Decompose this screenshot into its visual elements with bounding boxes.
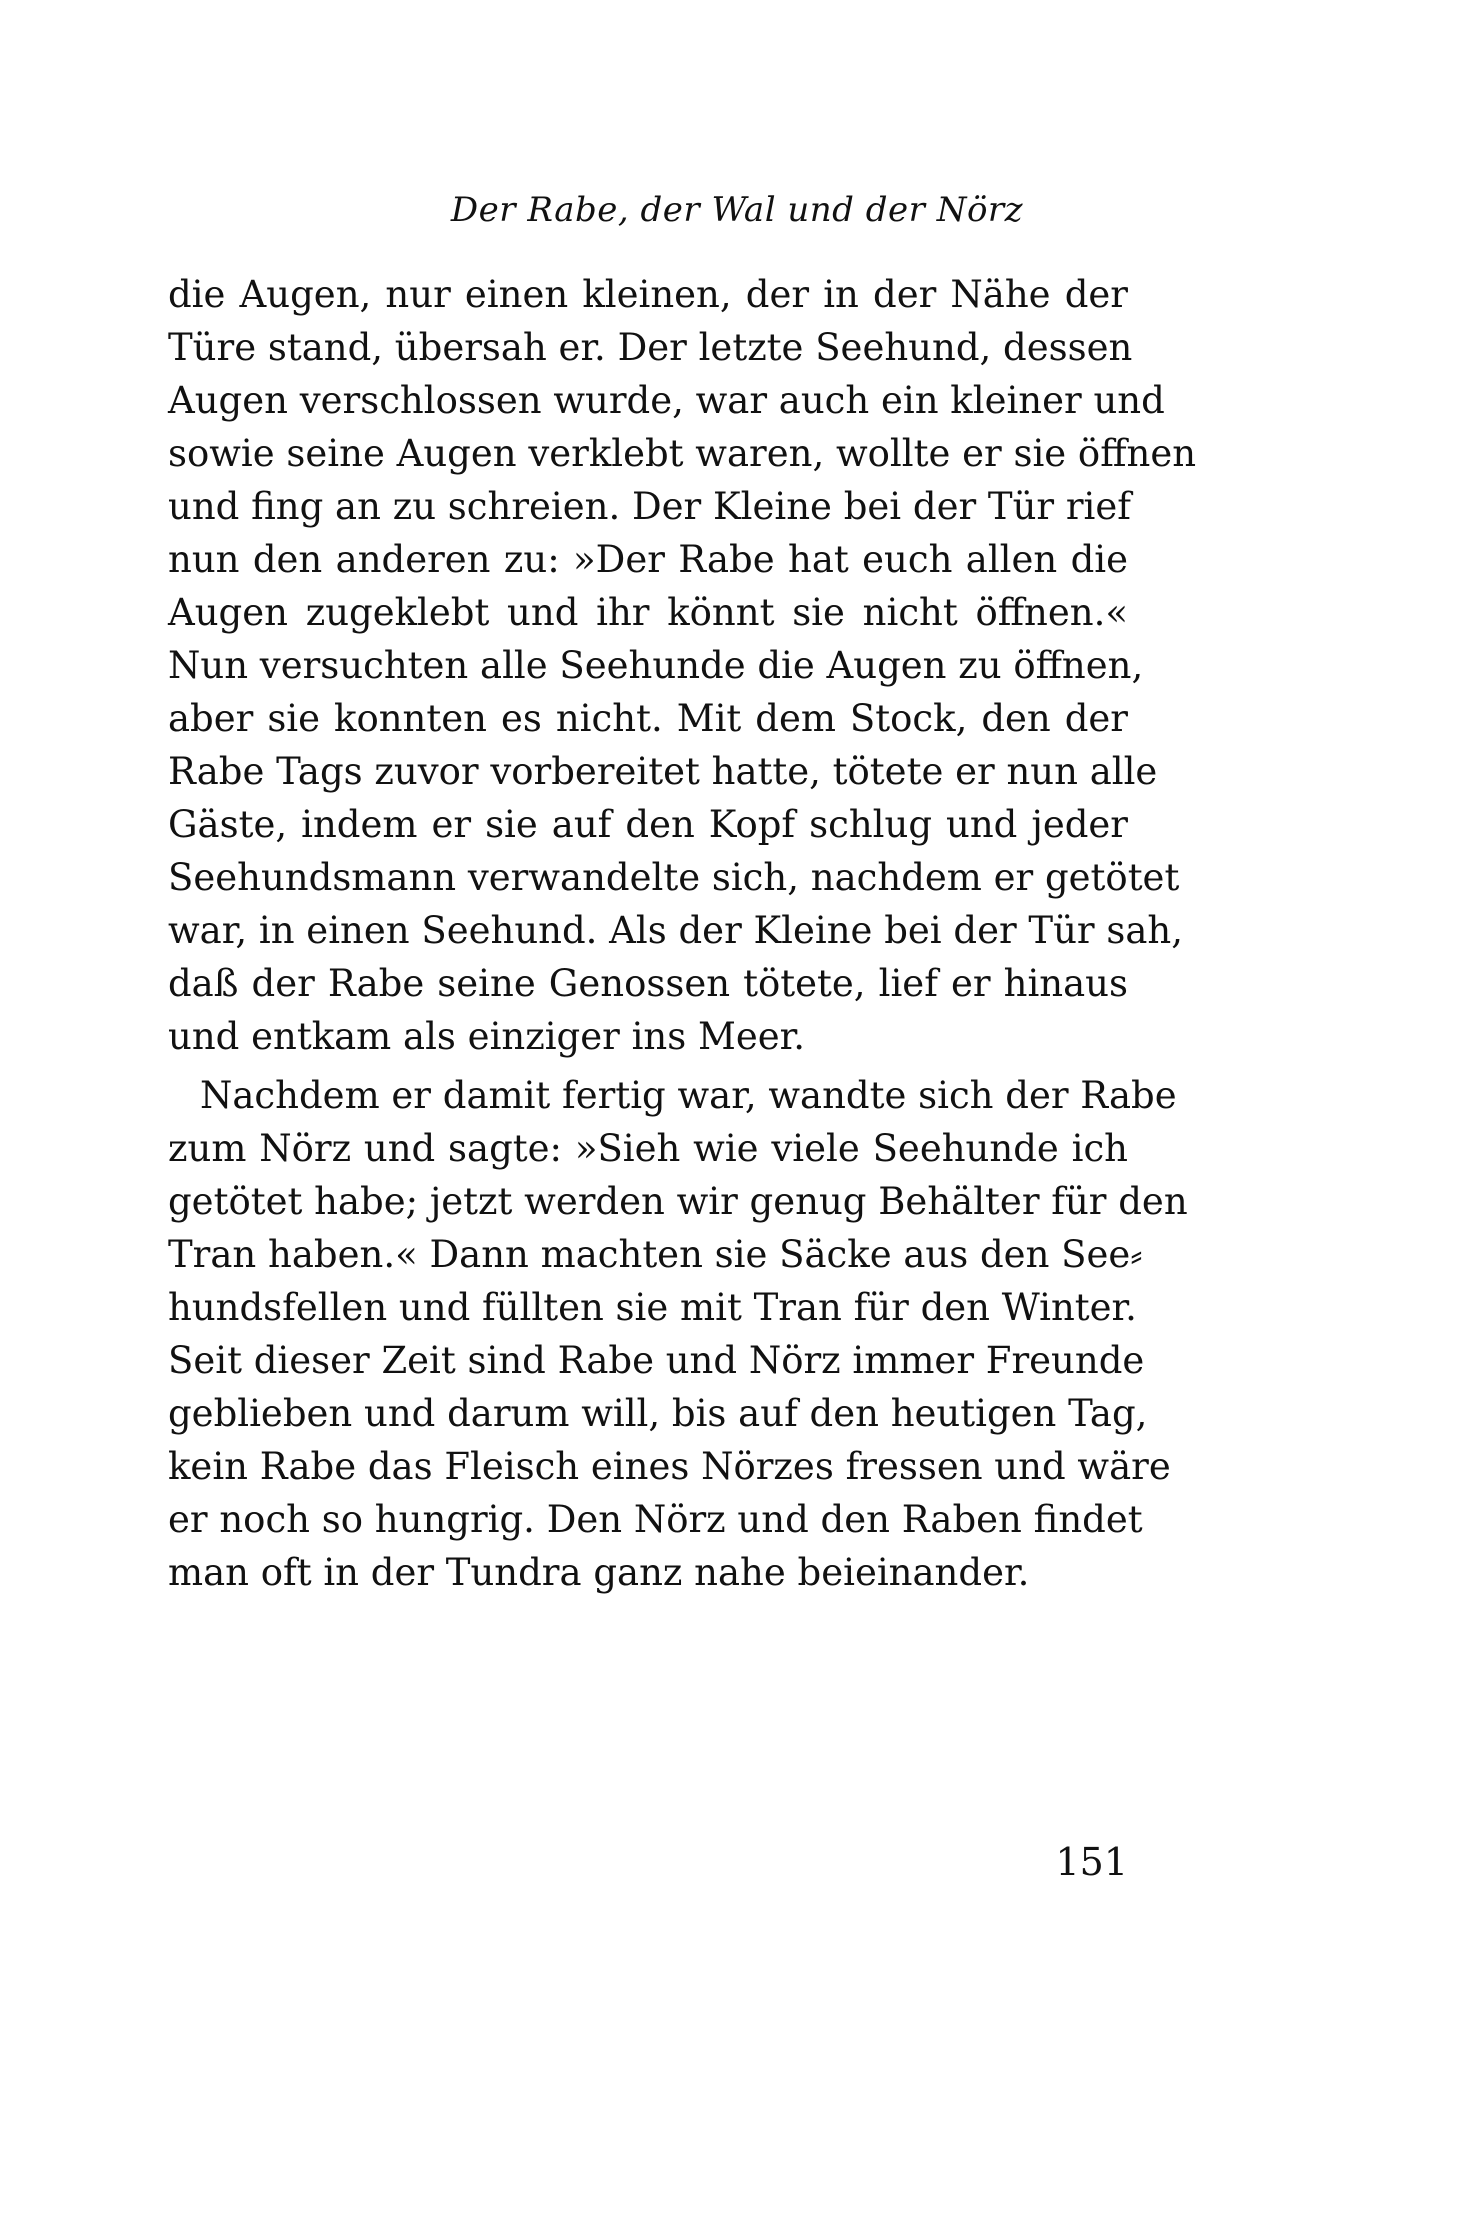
- text-line: Seit dieser Zeit sind Rabe und Nörz immer Freunde: [168, 1339, 1145, 1382]
- text-line: sowie seine Augen verklebt waren, wollte er sie öffnen: [168, 432, 1197, 475]
- text-line: getötet habe; jetzt werden wir genug Behälter für den: [168, 1180, 1188, 1223]
- text-line: kein Rabe das Fleisch eines Nörzes fressen und wäre: [168, 1445, 1171, 1488]
- text-line: hundsfellen und füllten sie mit Tran für den Winter.: [168, 1286, 1137, 1329]
- text-line: man oft in der Tundra ganz nahe beieinander.: [168, 1551, 1030, 1594]
- text-line: und entkam als einziger ins Meer.: [168, 1015, 806, 1058]
- text-line: nun den anderen zu: »Der Rabe hat euch allen die: [168, 538, 1128, 581]
- text-line: war, in einen Seehund. Als der Kleine bei der Tür sah,: [168, 909, 1184, 952]
- running-head: Der Rabe, der Wal und der Nörz: [450, 190, 1024, 230]
- text-line: zum Nörz und sagte: »Sieh wie viele Seehunde ich: [168, 1127, 1128, 1170]
- text-line: und fing an zu schreien. Der Kleine bei der Tür rief: [168, 485, 1131, 528]
- body-text: [168, 268, 1197, 1599]
- text-line: Gäste, indem er sie auf den Kopf schlug und jeder: [168, 803, 1128, 846]
- text-line: geblieben und darum will, bis auf den heutigen Tag,: [168, 1392, 1148, 1435]
- text-line: Tran haben.« Dann machten sie Säcke aus den See⸗: [168, 1233, 1143, 1276]
- page-number: 151: [1055, 1840, 1128, 1884]
- text-line: die Augen, nur einen kleinen, der in der Nähe der: [168, 273, 1128, 316]
- text-line: aber sie konnten es nicht. Mit dem Stock, den der: [168, 697, 1128, 740]
- text-line: Seehundsmann verwandelte sich, nachdem er getötet: [168, 856, 1180, 899]
- text-line: Augen zugeklebt und ihr könnt sie nicht öffnen.«: [168, 591, 1128, 634]
- text-line: Rabe Tags zuvor vorbereitet hatte, tötete er nun alle: [168, 750, 1158, 793]
- text-line: Nun versuchten alle Seehunde die Augen zu öffnen,: [168, 644, 1144, 687]
- text-line: daß der Rabe seine Genossen tötete, lief er hinaus: [168, 962, 1128, 1005]
- text-line: Türe stand, übersah er. Der letzte Seehund, dessen: [168, 326, 1133, 369]
- text-line: Nachdem er damit fertig war, wandte sich der Rabe: [200, 1074, 1177, 1117]
- text-line: er noch so hungrig. Den Nörz und den Raben findet: [168, 1498, 1143, 1541]
- text-line: Augen verschlossen wurde, war auch ein kleiner und: [168, 379, 1165, 422]
